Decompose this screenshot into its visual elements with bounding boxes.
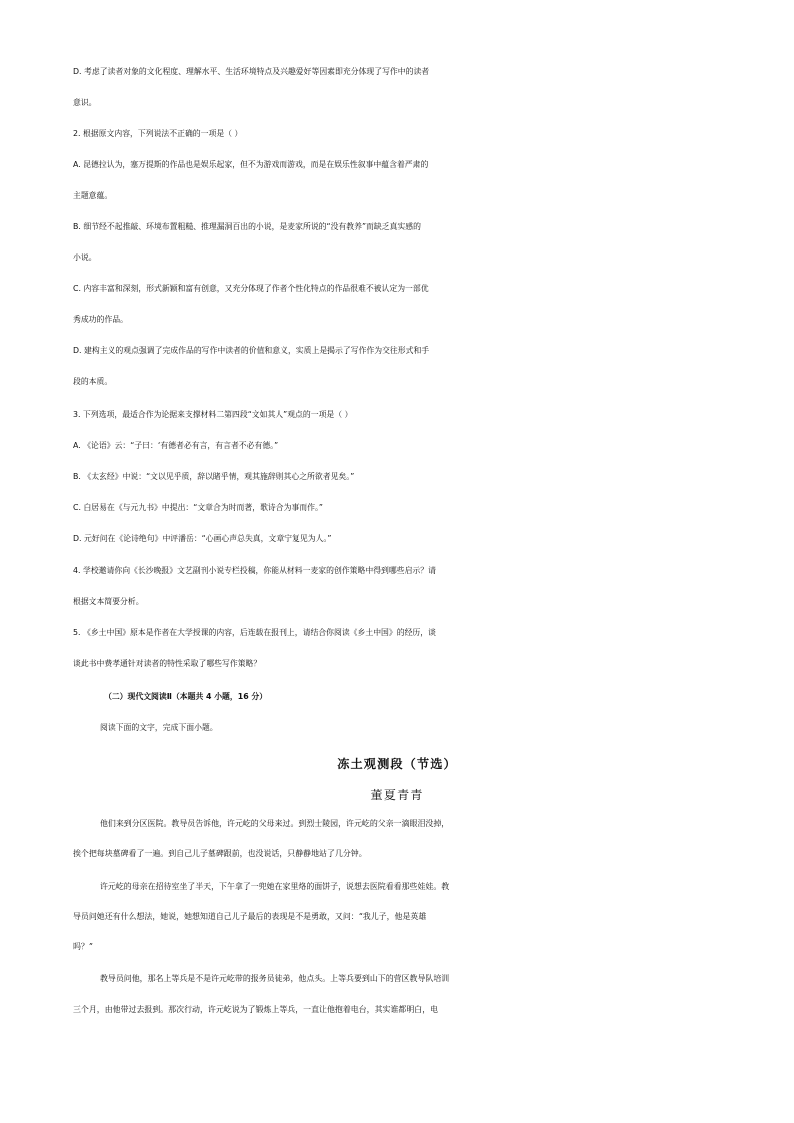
- q2-option-d-line2: 段的本质。: [73, 377, 113, 386]
- q1-option-d-line2: 意识。: [73, 98, 97, 107]
- passage-author: 董夏青青: [370, 788, 424, 802]
- q2-option-d-line1: D. 建构主义的观点强调了完成作品的写作中读者的价值和意义，实质上是揭示了写作作为交往形式和手: [73, 346, 430, 355]
- passage-p3-line2: 三个月，由他带过去报到。那次行动，许元屹说为了锻炼上等兵，一直让他抱着电台，其实谁都明白，电: [73, 1005, 439, 1014]
- q3-stem: 3. 下列选项，最适合作为论据来支撑材料二第四段“文如其人”观点的一项是（ ）: [73, 410, 353, 419]
- passage-title: 冻土观测段（节选）: [337, 757, 457, 771]
- q2-option-c-line1: C. 内容丰富和深刻，形式新颖和富有创意，又充分体现了作者个性化特点的作品很难不被认定为一部优: [73, 284, 429, 293]
- q4-line1: 4. 学校邀请你向《长沙晚报》文艺副刊小说专栏投稿，你能从材料一麦家的创作策略中得到哪些启示？请: [73, 566, 436, 575]
- q5-line2: 谈此书中费孝通针对读者的特性采取了哪些写作策略？: [73, 659, 262, 668]
- passage-p1-line1: 他们来到分区医院。教导员告诉他，许元屹的父母来过。到烈士陵园，许元屹的父亲一滴眼泪没掉，: [100, 819, 450, 828]
- passage-p2-line2: 导员问她还有什么想法，她说，她想知道自己儿子最后的表现是不是勇敢，又问：“我儿子，他是英雄: [73, 912, 427, 921]
- q2-option-b-line2: 小说。: [73, 253, 97, 262]
- q2-option-c-line2: 秀成功的作品。: [73, 315, 128, 324]
- passage-p2-line1: 许元屹的母亲在招待室坐了半天，下午拿了一兜她在家里烙的面饼子，说想去医院看看那些娃娃。教: [100, 882, 450, 891]
- q3-option-d: D. 元好问在《论诗绝句》中评潘岳：“心画心声总失真，文章宁复见为人。”: [73, 534, 332, 543]
- q5-line1: 5. 《乡土中国》原本是作者在大学授课的内容，后连载在报刊上，请结合你阅读《乡土中国》的经历，谈: [73, 628, 436, 637]
- q2-option-b-line1: B. 细节经不起推敲、环境布置粗糙、推理漏洞百出的小说，是麦家所说的“没有教养”而缺乏真实感的: [73, 222, 421, 231]
- q3-option-b: B. 《太玄经》中说：“文以见乎质，辞以睹乎情，观其施辞则其心之所欲者见矣。”: [73, 472, 355, 481]
- passage-p2-line3: 吗？”: [73, 942, 93, 951]
- section-heading: （二）现代文阅读Ⅱ（本题共 4 小题，16 分）: [104, 692, 268, 701]
- q3-option-c: C. 白居易在《与元九书》中提出：“文章合为时而著，歌诗合为事而作。”: [73, 503, 323, 512]
- q1-option-d-line1: D. 考虑了读者对象的文化程度、理解水平、生活环境特点及兴趣爱好等因素即充分体现了写作中的读者: [73, 67, 430, 76]
- q2-option-a-line1: A. 昆德拉认为，塞万提斯的作品也是娱乐起家，但不为游戏而游戏，而是在娱乐性叙事中蕴含着严肃的: [73, 160, 429, 169]
- q2-stem: 2. 根据原文内容，下列说法不正确的一项是（ ）: [73, 129, 243, 138]
- section-instruction: 阅读下面的文字，完成下面小题。: [100, 723, 218, 732]
- passage-p3-line1: 教导员问他，那名上等兵是不是许元屹带的报务员徒弟，他点头。上等兵要到山下的营区教导队培训: [100, 974, 450, 983]
- q4-line2: 根据文本简要分析。: [73, 597, 144, 606]
- passage-p1-line2: 挨个把每块墓碑看了一遍。到自己儿子墓碑跟前，也没说话，只静静地站了几分钟。: [73, 849, 367, 858]
- q2-option-a-line2: 主题意蕴。: [73, 191, 113, 200]
- q3-option-a: A. 《论语》云：“子曰：‘有德者必有言，有言者不必有德。”: [73, 441, 279, 450]
